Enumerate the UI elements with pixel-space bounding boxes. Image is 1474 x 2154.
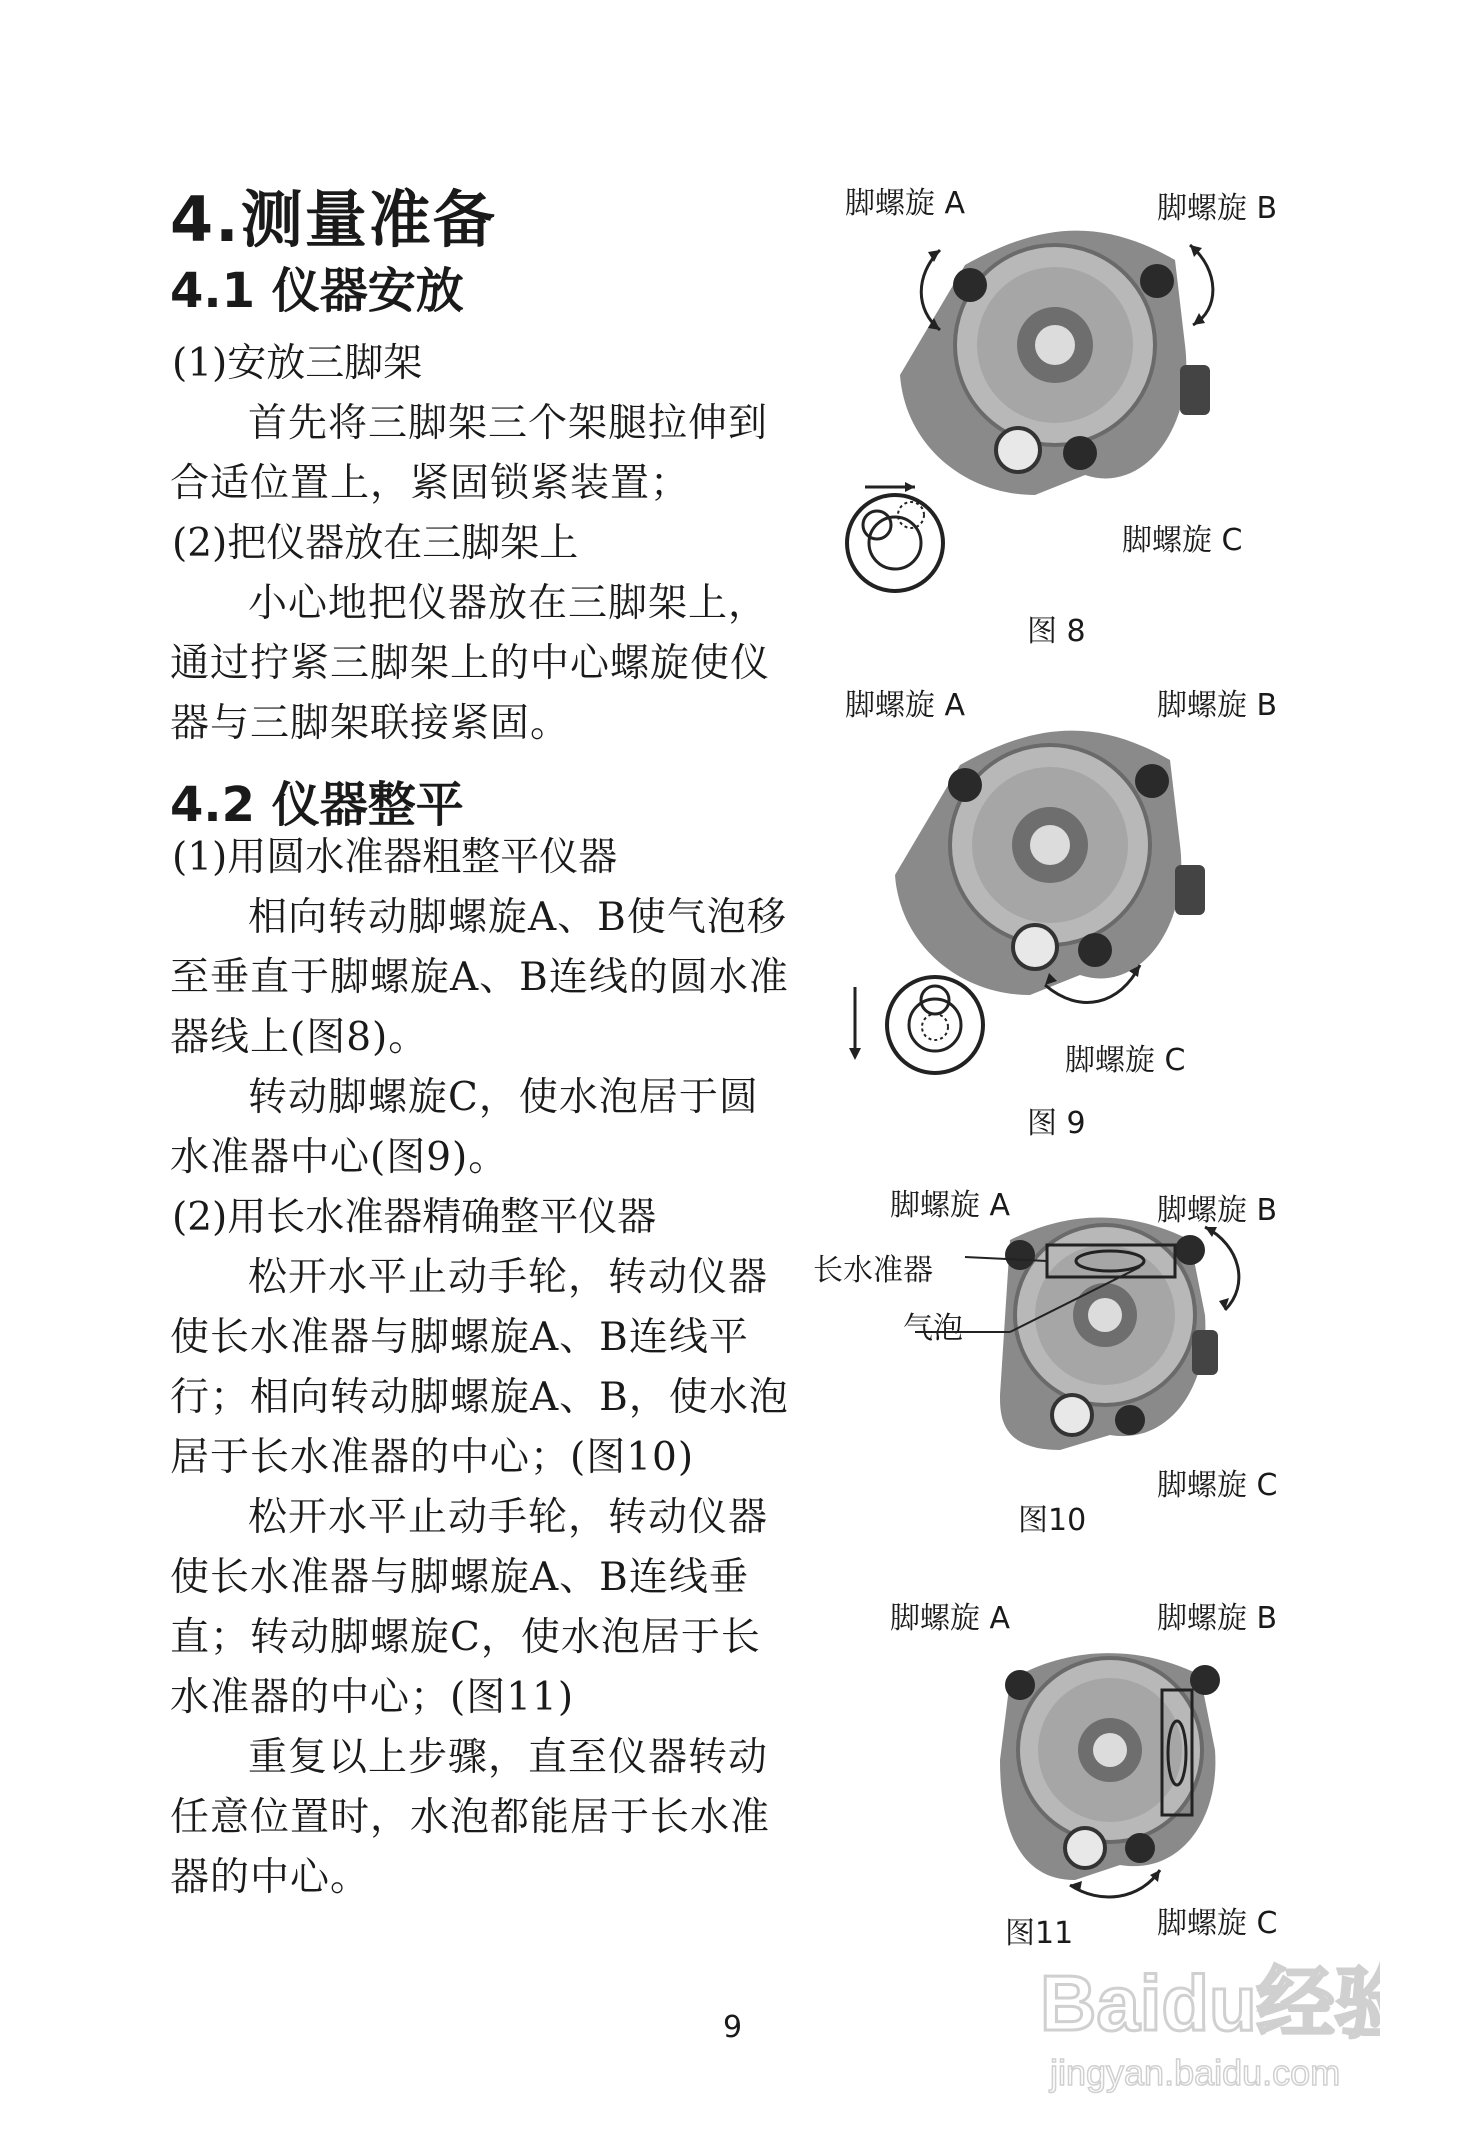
fig11-label-c: 脚螺旋 C — [1157, 1906, 1278, 1941]
tribrach-figure-8 — [845, 225, 1265, 605]
paragraph: 转动脚螺旋C，使水泡居于圆水准器中心(图9)。 — [170, 1075, 759, 1180]
watermark-logo — [1040, 1945, 1380, 2095]
subsection-title-setup: 4.1 仪器安放 — [170, 263, 464, 319]
step-heading: (1)用圆水准器粗整平仪器 — [172, 835, 618, 880]
tribrach-illustration — [1000, 1653, 1220, 1880]
watermark-brand: Baidu经验 — [1040, 1959, 1380, 2047]
fig10-label-a: 脚螺旋 A — [890, 1188, 1011, 1223]
rotation-arrow-icon — [1190, 245, 1213, 325]
tribrach-illustration — [900, 231, 1210, 495]
fig8-label-a: 脚螺旋 A — [845, 186, 966, 221]
fig9-caption: 图 9 — [1027, 1106, 1086, 1141]
circular-level-icon — [849, 977, 983, 1073]
fig11-label-b: 脚螺旋 B — [1157, 1601, 1278, 1636]
tribrach-figure-9 — [840, 725, 1260, 1095]
tribrach-illustration — [895, 731, 1205, 995]
fig8-label-c: 脚螺旋 C — [1122, 523, 1243, 558]
step-heading: (2)把仪器放在三脚架上 — [172, 521, 579, 566]
paragraph: 重复以上步骤，直至仪器转动任意位置时，水泡都能居于长水准器的中心。 — [170, 1735, 771, 1900]
paragraph: 松开水平止动手轮，转动仪器使长水准器与脚螺旋A、B连线平行；相向转动脚螺旋A、B，使水泡居于长水准器的中心；(图10) — [170, 1255, 789, 1480]
section-title: 4.测量准备 — [170, 183, 497, 256]
fig11-label-a: 脚螺旋 A — [890, 1601, 1011, 1636]
circular-level-icon — [847, 482, 943, 591]
subsection-title-leveling: 4.2 仪器整平 — [170, 777, 464, 833]
paragraph: 首先将三脚架三个架腿拉伸到合适位置上，紧固锁紧装置； — [170, 401, 769, 506]
fig8-caption: 图 8 — [1027, 614, 1086, 649]
watermark-url: jingyan.baidu.com — [1050, 2052, 1341, 2093]
tribrach-figure-10 — [810, 1215, 1290, 1485]
fig10-label-c: 脚螺旋 C — [1157, 1468, 1278, 1503]
page-number: 9 — [723, 2010, 743, 2045]
fig9-label-b: 脚螺旋 B — [1157, 688, 1278, 723]
fig10-caption: 图10 — [1018, 1503, 1087, 1538]
baidu-jingyan-watermark — [1040, 1945, 1380, 2095]
fig9-label-a: 脚螺旋 A — [845, 688, 966, 723]
step-heading: (2)用长水准器精确整平仪器 — [172, 1195, 657, 1240]
paragraph: 小心地把仪器放在三脚架上，通过拧紧三脚架上的中心螺旋使仪器与三脚架联接紧固。 — [170, 581, 771, 746]
step-heading: (1)安放三脚架 — [172, 341, 423, 386]
fig10-label-vial: 长水准器 — [813, 1253, 933, 1288]
fig11-caption: 图11 — [1005, 1916, 1074, 1951]
paragraph: 松开水平止动手轮，转动仪器使长水准器与脚螺旋A、B连线垂直；转动脚螺旋C，使水泡居于长水准器的中心；(图11) — [170, 1495, 769, 1720]
paragraph: 相向转动脚螺旋A、B使气泡移至垂直于脚螺旋A、B连线的圆水准器线上(图8)。 — [170, 895, 789, 1060]
tribrach-figure-11 — [990, 1650, 1250, 1900]
fig10-label-b: 脚螺旋 B — [1157, 1193, 1278, 1228]
rotation-arrow-icon — [1205, 1227, 1239, 1310]
fig10-label-bubble: 气泡 — [903, 1311, 963, 1346]
fig8-label-b: 脚螺旋 B — [1157, 191, 1278, 226]
fig9-label-c: 脚螺旋 C — [1065, 1043, 1186, 1078]
